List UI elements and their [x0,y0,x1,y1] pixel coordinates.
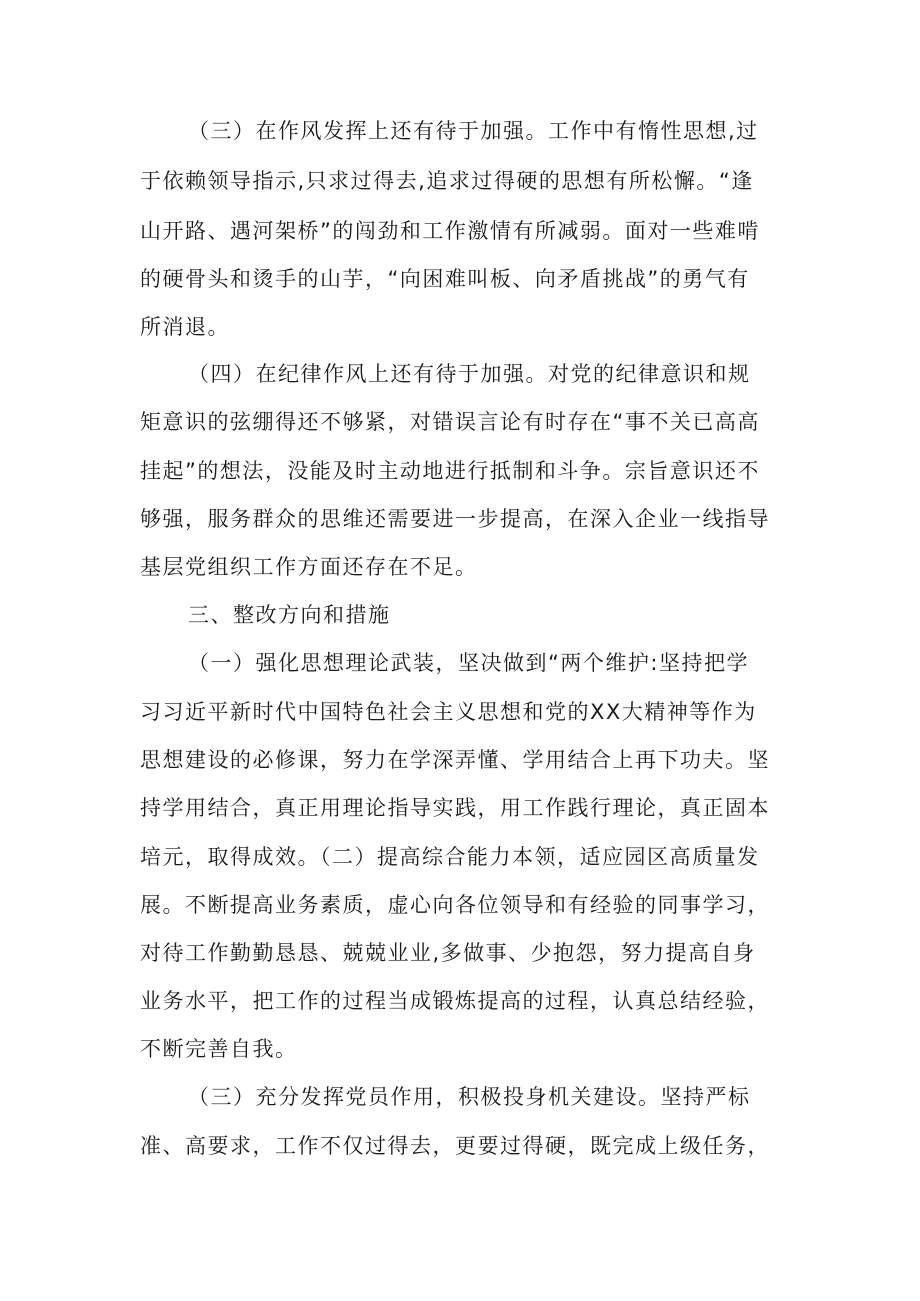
paragraph-line: （一）强化思想理论武装，坚决做到“两个维护:坚持把学 [188,651,749,675]
section-heading: 三、整改方向和措施 [188,603,391,627]
paragraph-line: 业务水平，把工作的过程当成锻炼提高的过程，认真总结经验， [140,989,770,1013]
paragraph-line: （四）在纪律作风上还有待于加强。对党的纪律意识和规 [188,362,751,386]
paragraph-line: （三）充分发挥党员作用，积极投身机关建设。坚持严标 [188,1085,751,1109]
paragraph-line: 准、高要求，工作不仅过得去，更要过得硬，既完成上级任务， [140,1134,770,1158]
paragraph-line: 所消退。 [140,315,230,339]
paragraph-line: 够强，服务群众的思维还需要进一步提高，在深入企业一线指导 [140,507,770,531]
paragraph-line: 不断完善自我。 [140,1037,298,1061]
paragraph-line: 于依赖领导指示,只求过得去,追求过得硬的思想有所松懈。“逢 [140,169,754,193]
paragraph-line: （三）在作风发挥上还有待于加强。工作中有惰性思想,过 [188,119,759,143]
paragraph-line: 展。不断提高业务素质，虚心向各位领导和有经验的同事学习， [140,893,770,917]
paragraph-line: 的硬骨头和烫手的山芋，“向困难叫板、向矛盾挑战”的勇气有 [140,267,750,291]
paragraph-line: 矩意识的弦绷得还不够紧，对错误言论有时存在“事不关已高高 [140,410,760,434]
paragraph-line: 挂起”的想法，没能及时主动地进行抵制和斗争。宗旨意识还不 [140,459,760,483]
paragraph-line: 基层党组织工作方面还存在不足。 [140,555,478,579]
paragraph-line: 持学用结合，真正用理论指导实践，用工作践行理论，真正固本 [140,796,770,820]
paragraph-line: 思想建设的必修课，努力在学深弄懂、学用结合上再下功夫。坚 [140,748,770,772]
paragraph-line: 习习近平新时代中国特色社会主义思想和党的XX大精神等作为 [140,700,757,724]
paragraph-line: 对待工作勤勤恳恳、兢兢业业,多做事、少抱怨，努力提高自身 [140,941,756,965]
paragraph-line: 培元，取得成效。（二）提高综合能力本领，适应园区高质量发 [140,845,760,869]
paragraph-line: 山开路、遇河架桥”的闯劲和工作激情有所减弱。面对一些难啃 [140,219,760,243]
